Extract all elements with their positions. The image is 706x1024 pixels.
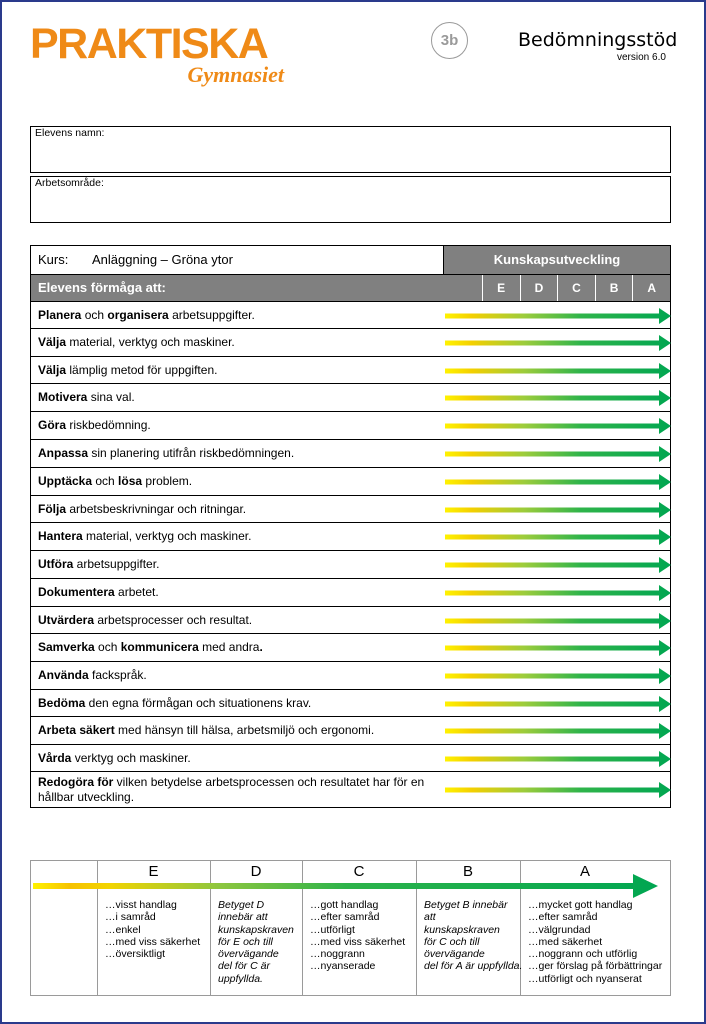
ability-verb: . xyxy=(259,640,263,654)
ability-text-part: med andra xyxy=(198,640,260,654)
legend-grade-a: A xyxy=(579,863,590,880)
progress-arrow xyxy=(445,557,671,573)
ability-row xyxy=(31,578,670,606)
ability-rows xyxy=(31,301,670,807)
progress-arrow xyxy=(445,308,671,324)
ability-text-part: arbetsuppgifter. xyxy=(168,307,255,322)
ability-verb: Utvärdera xyxy=(38,612,95,627)
grade-header-b: B xyxy=(595,275,633,301)
ability-row xyxy=(31,383,670,411)
course-value: Anläggning – Gröna ytor xyxy=(92,252,233,267)
grade-header-d: D xyxy=(520,275,558,301)
legend-desc-e xyxy=(105,899,200,960)
progress-arrow xyxy=(445,335,671,351)
ability-text xyxy=(31,446,441,461)
ability-row xyxy=(31,439,670,467)
legend-desc-line: …med viss säkerhet xyxy=(105,935,201,948)
ability-text xyxy=(31,557,441,572)
ability-verb: lösa xyxy=(118,474,143,488)
course-row xyxy=(31,246,670,274)
progress-arrow xyxy=(445,363,671,379)
ability-text xyxy=(31,308,441,323)
ability-row xyxy=(31,411,670,439)
ability-row xyxy=(31,522,670,550)
ability-text xyxy=(31,363,441,378)
ability-text-part: den egna förmågan och situationens krav. xyxy=(85,695,312,710)
work-area-label: Arbetsområde: xyxy=(35,177,104,189)
document-title: Bedömningsstöd xyxy=(518,29,678,51)
legend-desc-line: …visst handlag xyxy=(105,899,177,911)
ability-text-part: riskbedömning. xyxy=(66,418,151,432)
ability-verb: Motivera xyxy=(38,390,88,404)
legend-grade-d: D xyxy=(250,863,262,880)
ability-verb: Hantera xyxy=(38,529,83,543)
ability-text xyxy=(31,474,441,489)
legend-desc-line: …noggrann och utförlig xyxy=(528,948,638,961)
ability-text xyxy=(31,668,441,683)
legend-desc-line: innebär att xyxy=(218,911,268,924)
progress-arrow xyxy=(445,446,671,462)
legend-desc-line: uppfyllda. xyxy=(218,972,263,985)
document-version: version 6.0 xyxy=(617,52,666,63)
grade-legend xyxy=(30,860,671,996)
ability-text-part: fackspråk. xyxy=(88,668,147,682)
ability-text-part: problem. xyxy=(142,474,193,488)
ability-text xyxy=(31,640,441,655)
ability-verb: kommunicera xyxy=(120,640,199,654)
legend-desc-d xyxy=(218,899,294,985)
ability-text-part: arbetsbeskrivningar och ritningar. xyxy=(66,501,247,516)
ability-row xyxy=(31,661,670,689)
grade-header-e: E xyxy=(482,275,520,301)
ability-text xyxy=(31,502,441,517)
ability-row xyxy=(31,606,670,633)
legend-desc-line: …ger förslag på förbättringar xyxy=(528,960,663,973)
knowledge-development-header: Kunskapsutveckling xyxy=(444,246,670,274)
ability-row xyxy=(31,495,670,522)
ability-text xyxy=(31,775,441,805)
ability-text-part: och xyxy=(81,307,108,322)
ability-verb: Upptäcka xyxy=(38,474,93,488)
legend-desc-line: …översiktligt xyxy=(105,948,166,961)
ability-row xyxy=(31,301,670,328)
ability-row xyxy=(31,467,670,495)
praktiska-logo xyxy=(30,22,292,90)
legend-desc-line: …efter samråd xyxy=(528,911,598,924)
legend-grade-b: B xyxy=(462,863,473,880)
legend-desc-line: …nyanserade xyxy=(310,960,376,973)
ability-text xyxy=(31,529,441,544)
legend-desc-b xyxy=(424,899,522,973)
grade-header-c: C xyxy=(557,275,595,301)
ability-verb: Bedöma xyxy=(38,695,86,710)
ability-verb: Använda xyxy=(38,668,89,682)
ability-verb: Vårda xyxy=(38,750,72,765)
progress-arrow xyxy=(445,529,671,545)
legend-desc-line: övervägande xyxy=(424,948,485,961)
ability-text-part: med hänsyn till hälsa, arbetsmiljö och ergonomi. xyxy=(114,723,375,737)
ability-text-part: sina val. xyxy=(87,390,135,404)
grade-header-a: A xyxy=(632,275,670,301)
ability-verb: Utföra xyxy=(38,557,74,571)
legend-desc-line: del för A är uppfyllda. xyxy=(424,960,523,973)
ability-row xyxy=(31,744,670,771)
legend-desc-line: övervägande xyxy=(218,948,279,961)
ability-text-part: material, verktyg och maskiner. xyxy=(82,529,252,543)
logo-sub-text: Gymnasiet xyxy=(187,62,284,87)
ability-text xyxy=(31,390,441,405)
ability-verb: Anpassa xyxy=(38,446,89,460)
ability-text xyxy=(31,613,441,628)
progress-arrow xyxy=(445,668,671,684)
legend-desc-c xyxy=(310,899,405,973)
ability-verb: Följa xyxy=(38,501,67,516)
ability-verb: Samverka xyxy=(38,640,95,654)
legend-desc-line: …utförligt och nyanserat xyxy=(528,972,642,985)
legend-desc-line: för C och till xyxy=(424,935,480,948)
legend-desc-line: …mycket gott handlag xyxy=(528,899,633,911)
ability-text-part: lämplig metod för uppgiften. xyxy=(66,362,218,377)
legend-desc-line: …välgrundad xyxy=(528,923,591,936)
legend-grade-c: C xyxy=(353,863,365,880)
ability-verb: Göra xyxy=(38,418,67,432)
progress-arrow xyxy=(445,585,671,601)
course-cell xyxy=(31,246,444,274)
legend-desc-line: …efter samråd xyxy=(310,911,380,924)
progress-arrow xyxy=(445,640,671,656)
student-name-field[interactable] xyxy=(30,126,671,173)
ability-row xyxy=(31,550,670,578)
legend-desc-line: Betyget B innebär xyxy=(424,899,508,911)
legend-desc-line: del för C är xyxy=(218,960,270,973)
legend-desc-line: att xyxy=(424,911,436,924)
level-badge: 3b xyxy=(431,22,468,59)
legend-desc-line: för E och till xyxy=(218,935,273,948)
progress-arrow xyxy=(445,696,671,712)
progress-arrow xyxy=(445,502,671,518)
ability-text-part: arbetsuppgifter. xyxy=(73,557,160,571)
ability-verb: Välja xyxy=(38,335,67,349)
legend-desc-line: …utförligt xyxy=(310,923,355,936)
ability-text xyxy=(31,696,441,711)
ability-row xyxy=(31,356,670,383)
ability-verb: Välja xyxy=(38,362,67,377)
ability-verb: Arbeta säkert xyxy=(38,723,115,737)
ability-text-part: verktyg och maskiner. xyxy=(71,750,191,765)
progress-arrow xyxy=(445,474,671,490)
ability-verb: Planera xyxy=(38,307,82,322)
ability-text xyxy=(31,418,441,433)
ability-text xyxy=(31,585,441,600)
legend-desc-line: …med viss säkerhet xyxy=(310,935,406,948)
logo-main-text: PRAKTISKA xyxy=(30,20,268,68)
ability-text-part: och xyxy=(92,474,119,488)
ability-text-part: sin planering utifrån riskbedömningen. xyxy=(88,446,295,460)
ability-row xyxy=(31,771,670,807)
legend-desc-line: kunskapskraven xyxy=(218,923,294,936)
legend-desc-line: …i samråd xyxy=(105,911,156,924)
ability-text-part: material, verktyg och maskiner. xyxy=(66,335,235,349)
progress-arrow xyxy=(445,390,671,406)
ability-verb: Dokumentera xyxy=(38,585,115,599)
progress-arrow xyxy=(445,418,671,434)
ability-row xyxy=(31,716,670,744)
ability-text xyxy=(31,723,441,738)
legend-desc-line: …enkel xyxy=(105,923,141,936)
legend-desc-line: …noggrann xyxy=(310,948,365,961)
ability-row xyxy=(31,633,670,661)
ability-text xyxy=(31,335,441,350)
ability-text-part: vilken betydelse arbetsprocessen och resultatet har för en hållbar utveckling. xyxy=(38,774,425,804)
legend-desc-line: kunskapskraven xyxy=(424,923,500,936)
progress-arrow xyxy=(445,613,671,629)
legend-grade-e: E xyxy=(148,863,159,880)
ability-text xyxy=(31,751,441,766)
assessment-table xyxy=(30,245,671,808)
ability-text-part: arbetsprocesser och resultat. xyxy=(94,612,253,627)
progress-arrow xyxy=(445,751,671,767)
ability-row xyxy=(31,689,670,716)
ability-header: Elevens förmåga att: xyxy=(38,280,166,295)
ability-verb: organisera xyxy=(107,307,169,322)
legend-desc-a xyxy=(528,899,662,985)
progress-arrow xyxy=(445,723,671,739)
ability-verb: Redogöra för xyxy=(38,774,114,789)
work-area-field[interactable] xyxy=(30,176,671,223)
ability-text-part: arbetet. xyxy=(114,585,159,599)
course-label: Kurs: xyxy=(38,252,69,267)
ability-text-part: och xyxy=(94,640,121,654)
legend-desc-line: …med säkerhet xyxy=(528,935,603,948)
progress-arrow xyxy=(445,782,671,798)
ability-row xyxy=(31,328,670,356)
student-name-label: Elevens namn: xyxy=(35,127,105,139)
ability-header-row xyxy=(31,274,670,301)
legend-desc-line: Betyget D xyxy=(218,899,265,911)
legend-desc-line: …gott handlag xyxy=(310,899,379,911)
